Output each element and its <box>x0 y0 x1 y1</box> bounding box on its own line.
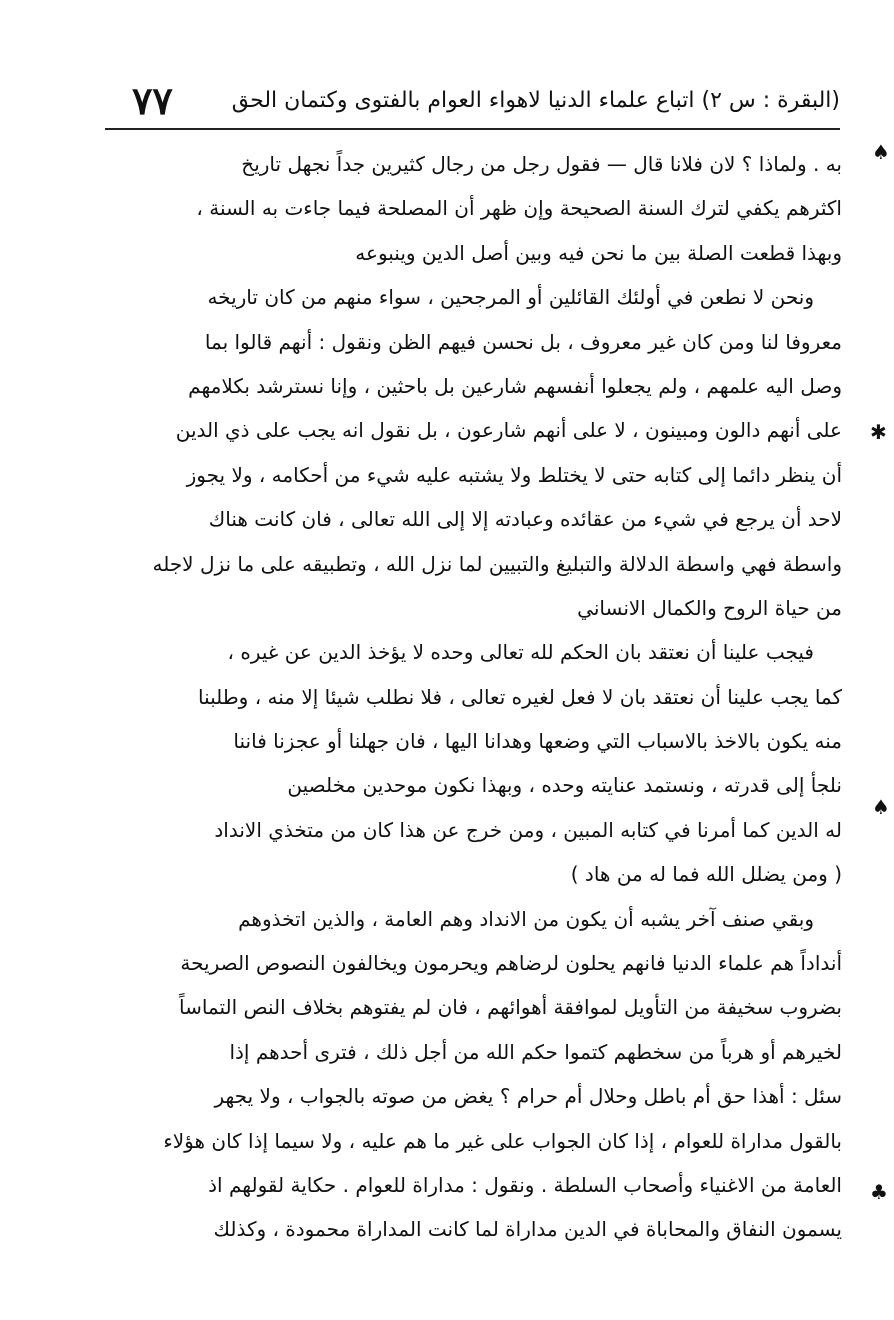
text-line: كما يجب علينا أن نعتقد بان لا فعل لغيره تعالى ، فلا نطلب شيئا إلا منه ، وطلبنا <box>197 684 842 709</box>
text-line: ( ومن يضلل الله فما له من هاد ) <box>570 862 842 887</box>
text-line: معروفا لنا ومن كان غير معروف ، بل نحسن فيهم الظن ونقول : أنهم قالوا بما <box>204 329 842 354</box>
text-line: وصل اليه علمهم ، ولم يجعلوا أنفسهم شارعين بل باحثين ، وإنا نسترشد بكلامهم <box>188 373 842 398</box>
margin-mark-icon: ✱ <box>870 420 887 444</box>
text-line: يسمون النفاق والمحاباة في الدين مداراة لما كانت المداراة محمودة ، وكذلك <box>213 1217 842 1242</box>
text-line: سئل : أهذا حق أم باطل وحلال أم حرام ؟ يغض من صوته بالجواب ، ولا يجهر <box>214 1084 842 1109</box>
header-rule <box>105 128 840 130</box>
page-number: ٧٧ <box>132 78 173 123</box>
text-line: أنداداً هم علماء الدنيا فانهم يحلون لرضاهم ويحرمون ويخالفون النصوص الصريحة <box>180 951 842 976</box>
text-line: فيجب علينا أن نعتقد بان الحكم لله تعالى وحده لا يؤخذ الدين عن غيره ، <box>227 640 814 665</box>
text-line: على أنهم دالون ومبينون ، لا على أنهم شارعون ، بل نقول انه يجب على ذي الدين <box>175 418 842 443</box>
text-line: به . ولماذا ؟ لان فلانا قال — فقول رجل من رجال كثيرين جداً نجهل تاريخ <box>241 152 842 176</box>
margin-mark-icon: ♣ <box>870 1180 888 1204</box>
text-line: اكثرهم يكفي لترك السنة الصحيحة وإن ظهر أن المصلحة فيما جاءت به السنة ، <box>196 196 842 221</box>
text-line: ونحن لا نطعن في أولئك القائلين أو المرجحين ، سواء منهم من كان تاريخه <box>207 285 814 310</box>
text-line: لاحد أن يرجع في شيء من عقائده وعبادته إلا إلى الله تعالى ، فان كانت هناك <box>208 507 842 532</box>
text-line: بالقول مداراة للعوام ، إذا كان الجواب على غير ما هم عليه ، ولا سيما إذا كان هؤلاء <box>163 1128 842 1153</box>
margin-mark-icon: ♠ <box>872 795 890 819</box>
text-line: من حياة الروح والكمال الانساني <box>577 595 842 620</box>
text-line: واسطة فهي واسطة الدلالة والتبليغ والتبيين لما نزل الله ، وتطبيقه على ما نزل لاجله <box>152 551 842 576</box>
text-line: وبقي صنف آخر يشبه أن يكون من الانداد وهم العامة ، والذين اتخذوهم <box>238 906 814 931</box>
margin-mark-icon: ♠ <box>872 140 890 164</box>
text-line: أن ينظر دائما إلى كتابه حتى لا يختلط ولا يشتبه عليه شيء من أحكامه ، ولا يجوز <box>186 462 842 487</box>
text-line: لخيرهم أو هرباً من سخطهم كتموا حكم الله من أجل ذلك ، فترى أحدهم إذا <box>229 1039 842 1064</box>
text-line: له الدين كما أمرنا في كتابه المبين ، ومن خرج عن هذا كان من متخذي الانداد <box>214 817 842 842</box>
body-text <box>104 142 842 1252</box>
text-line: بضروب سخيفة من التأويل لموافقة أهوائهم ، فان لم يفتوهم بخلاف النص التماساً <box>178 995 842 1020</box>
text-line: منه يكون بالاخذ بالاسباب التي وضعها وهدانا اليها ، فان جهلنا أو عجزنا فاننا <box>233 729 842 754</box>
text-line: العامة من الاغنياء وأصحاب السلطة . ونقول : مداراة للعوام . حكاية لقولهم اذ <box>208 1172 842 1197</box>
header-title: (البقرة : س ٢) اتباع علماء الدنيا لاهواء العوام بالفتوى وكتمان الحق <box>231 88 840 113</box>
text-line: نلجأ إلى قدرته ، ونستمد عنايته وحده ، وبهذا نكون موحدين مخلصين <box>287 773 842 798</box>
page-header <box>100 78 840 126</box>
text-line: وبهذا قطعت الصلة بين ما نحن فيه وبين أصل الدين وينبوعه <box>355 240 842 265</box>
